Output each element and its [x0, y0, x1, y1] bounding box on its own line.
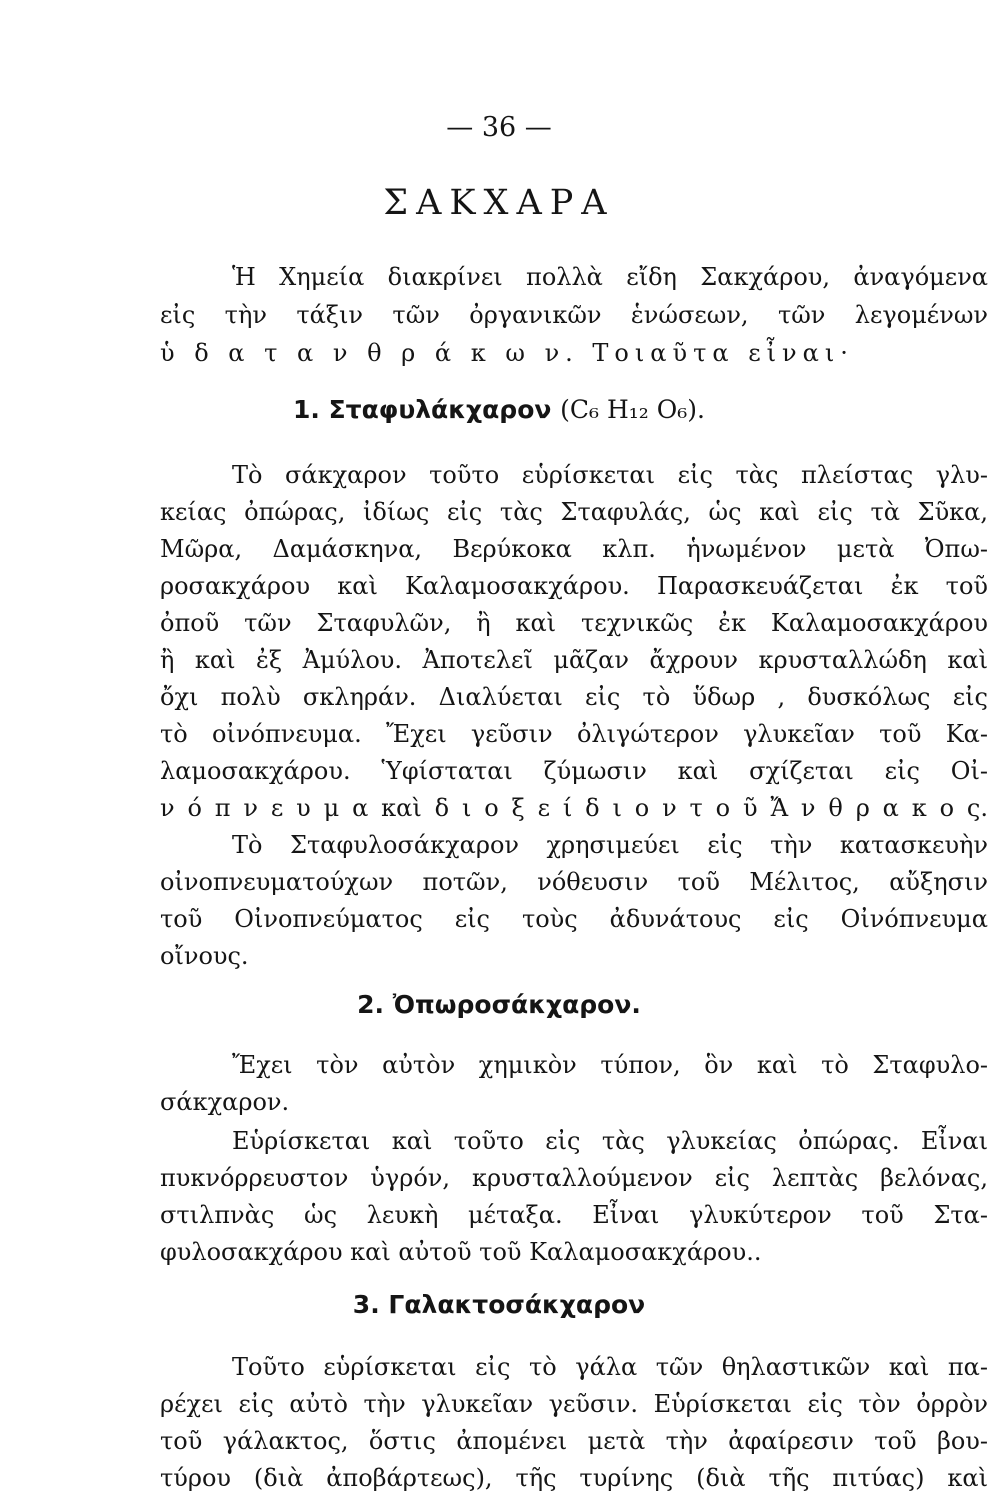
chemical-formula: (C₆ H₁₂ O₆). — [560, 395, 705, 424]
text-line: στιλπνὰς ὡς λευκὴ μέταξα. Εἶναι γλυκύτερον τοῦ Στα- — [160, 1201, 988, 1229]
text-line: ὀποῦ τῶν Σταφυλῶν, ἢ καὶ τεχνικῶς ἐκ Καλαμοσακχάρου — [160, 609, 988, 637]
text-line: σάκχαρον. — [160, 1088, 290, 1116]
text-line: τὸ οἰνόπνευμα. Ἔχει γεῦσιν ὀλιγώτερον γλυκεῖαν τοῦ Κα- — [160, 720, 988, 748]
text-line: λαμοσακχάρου. Ὑφίσταται ζύμωσιν καὶ σχίζεται εἰς Οἰ- — [160, 757, 988, 785]
text-line: οἰνοπνευματούχων ποτῶν, νόθευσιν τοῦ Μέλιτος, αὔξησιν — [160, 868, 988, 896]
section-heading-3 — [0, 1290, 998, 1319]
text-line: πυκνόρρευστον ὑγρόν, κρυσταλλούμενον εἰς λεπτὰς βελόνας, — [160, 1164, 988, 1192]
text-line: τύρου (διὰ ἀποβάρτεως), τῆς τυρίνης (διὰ τῆς πιτύας) καὶ — [160, 1464, 988, 1492]
text-line: τοῦ Οἰνοπνεύματος εἰς τοὺς ἀδυνάτους εἰς Οἰνόπνευμα — [160, 905, 988, 933]
intro-line: Ἡ Χημεία διακρίνει πολλὰ εἴδη Σακχάρου, ἀναγόμενα — [232, 263, 988, 291]
section-heading-2 — [0, 990, 998, 1019]
text-line: Μῶρα, Δαμάσκηνα, Βερύκοκα κλπ. ἡνωμένον μετὰ Ὀπω- — [160, 535, 988, 563]
text-line: Τὸ Σταφυλοσάκχαρον χρησιμεύει εἰς τὴν κατασκευὴν — [232, 831, 988, 859]
text-line: τοῦ γάλακτος, ὅστις ἀπομένει μετὰ τὴν ἀφαίρεσιν τοῦ βου- — [160, 1427, 988, 1455]
section-title: 3. Γαλακτοσάκχαρον — [352, 1290, 646, 1319]
page-number: — 36 — — [446, 112, 552, 143]
text-line: ροσακχάρου καὶ Καλαμοσακχάρου. Παρασκευάζεται ἐκ τοῦ — [160, 572, 988, 600]
text-line: κείας ὀπώρας, ἰδίως εἰς τὰς Σταφυλάς, ὡς καὶ εἰς τὰ Σῦκα, — [160, 498, 988, 526]
text-line: φυλοσακχάρου καὶ αὐτοῦ τοῦ Καλαμοσακχάρου.. — [160, 1238, 762, 1266]
intro-line: ὑ δ α τ α ν θ ρ ά κ ω ν. Τοιαῦτα εἶναι· — [160, 339, 854, 367]
text-line: ρέχει εἰς αὐτὸ τὴν γλυκεῖαν γεῦσιν. Εὑρίσκεται εἰς τὸν ὀρρὸν — [160, 1390, 988, 1418]
text-line: οἴνους. — [160, 942, 249, 970]
section-title: 2. Ὀπωροσάκχαρον. — [357, 990, 641, 1019]
text-line: Τοῦτο εὑρίσκεται εἰς τὸ γάλα τῶν θηλαστικῶν καὶ πα- — [232, 1353, 988, 1381]
section-title: 1. Σταφυλάκχαρον — [293, 395, 552, 424]
page-title: ΣΑΚΧΑΡΑ — [383, 183, 615, 223]
text-line: Ἔχει τὸν αὐτὸν χημικὸν τύπον, ὃν καὶ τὸ Σταφυλο- — [232, 1051, 988, 1079]
section-heading-1 — [0, 395, 998, 424]
text-line: ν ό π ν ε υ μ α καὶ δ ι ο ξ ε ί δ ι ο ν τ ο ῦ Ἄ ν θ ρ α κ ο ς. — [160, 794, 988, 822]
text-line: Εὑρίσκεται καὶ τοῦτο εἰς τὰς γλυκείας ὀπώρας. Εἶναι — [232, 1127, 988, 1155]
text-line: ὄχι πολὺ σκληράν. Διαλύεται εἰς τὸ ὕδωρ , δυσκόλως εἰς — [160, 683, 988, 711]
text-line: Τὸ σάκχαρον τοῦτο εὑρίσκεται εἰς τὰς πλείστας γλυ- — [232, 461, 988, 489]
text-line: ἢ καὶ ἐξ Ἀμύλου. Ἀποτελεῖ μᾶζαν ἄχρουν κρυσταλλώδη καὶ — [160, 646, 988, 674]
intro-line: εἰς τὴν τάξιν τῶν ὀργανικῶν ἑνώσεων, τῶν λεγομένων — [160, 301, 988, 329]
